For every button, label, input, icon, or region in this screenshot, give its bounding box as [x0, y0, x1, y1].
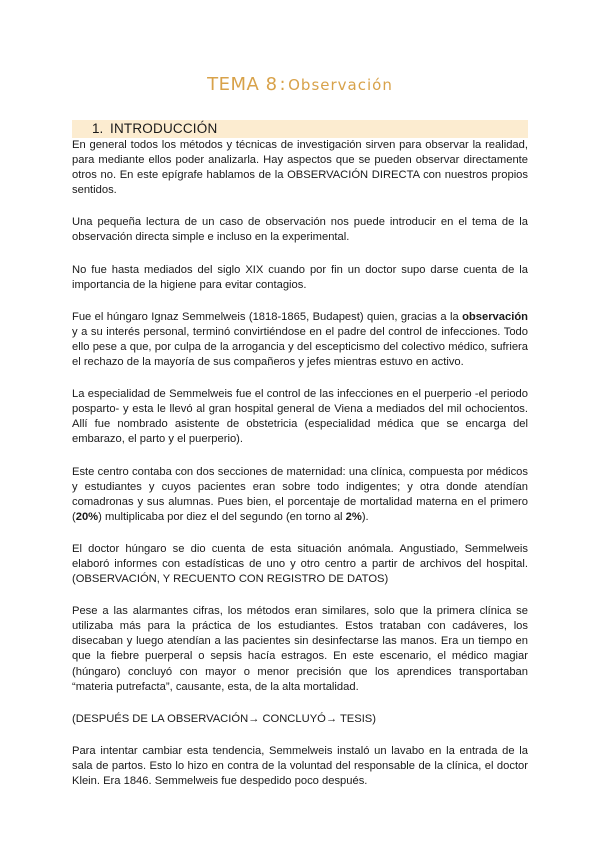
paragraph-6-bold-20: 20% [75, 510, 99, 523]
section-heading [72, 120, 528, 138]
title-colon: : [279, 74, 287, 95]
paragraph-4-bold: observación [462, 310, 528, 323]
paragraph-4-part-a: Fue el húngaro Ignaz Semmelweis (1818-1865, Budapest) quien, gracias a la [72, 310, 463, 323]
paragraph-7: El doctor húngaro se dio cuenta de esta situación anómala. Angustiado, Semmelweis elaboró informes con estadísticas de uno y otro centro a partir de archivos del hospital. (OBSERVACIÓN, Y RECUENTO CON REGISTRO DE DATOS) [72, 542, 528, 586]
paragraph-4-part-c: y a su interés personal, terminó convirtiéndose en el padre del control de infecciones. Todo ello pese a que, por culpa de la arrogancia y del escepticismo del colectivo médico, sufriera el rechazo de la mayoría de sus compañeros y jefes mientras estuvo en activo. [72, 325, 528, 369]
paragraph-6-part-c: ) multiplicaba por diez el del segundo (en torno al [98, 510, 346, 523]
section-label: INTRODUCCIÓN [110, 121, 218, 136]
paragraph-3: No fue hasta mediados del siglo XIX cuando por fin un doctor supo darse cuenta de la importancia de la higiene para evitar contagios. [72, 263, 528, 291]
title-name: Observación [288, 76, 393, 94]
paragraph-10: Para intentar cambiar esta tendencia, Semmelweis instaló un lavabo en la entrada de la sala de partos. Esto lo hizo en contra de la voluntad del responsable de la clínica, el doctor Klein. Era 1846. Semmelweis fue despedido poco después. [72, 744, 528, 787]
title-prefix: TEMA 8 [207, 74, 278, 95]
paragraph-6 [72, 465, 528, 525]
paragraph-2: Una pequeña lectura de un caso de observación nos puede introducir en el tema de la observación directa simple e incluso en la experimental. [72, 216, 528, 244]
paragraph-9: (DESPUÉS DE LA OBSERVACIÓN→ CONCLUYÓ→ TESIS) [72, 712, 376, 725]
section-number: 1. [92, 121, 104, 136]
page-title [0, 74, 600, 95]
paragraph-6-part-a: Este centro contaba con dos secciones de maternidad: una clínica, compuesta por médicos y estudiantes y cuyos pacientes eran sobre todo indigentes; y otra donde atendían comadronas y sus alumnas. Pues bien, el porcentaje de mortalidad materna en el primero ( [72, 465, 528, 523]
document-body [72, 138, 528, 804]
paragraph-6-bold-2: 2% [345, 510, 362, 523]
paragraph-8: Pese a las alarmantes cifras, los métodos eran similares, solo que la primera clínica se utilizaba más para la práctica de los estudiantes. Estos trataban con cadáveres, los disecaban y luego atendían a las pacientes sin desinfectarse las manos. Era un tiempo en que la fiebre puerperal o sepsis hacía estragos. En este escenario, el médico magiar (húngaro) concluyó con mayor o menor precisión que los aprendices transportaban “materia putrefacta”, causante, esta, de la alta mortalidad. [72, 605, 528, 693]
paragraph-5: La especialidad de Semmelweis fue el control de las infecciones en el puerperio -el periodo posparto- y esta le llevó al gran hospital general de Viena a mediados del mil ochocientos. Allí fue nombrado asistente de obstetricia (especialidad médica que se encarga del embarazo, el parto y el puerperio). [72, 388, 528, 446]
paragraph-4 [72, 310, 528, 370]
paragraph-1: En general todos los métodos y técnicas de investigación sirven para observar la realidad, para mediante ellos poder analizarla. Hay aspectos que se pueden observar directamente otros no. En este epígrafe hablamos de la OBSERVACIÓN DIRECTA con nuestros propios sentidos. [72, 139, 528, 197]
paragraph-6-part-e: ). [361, 510, 369, 523]
